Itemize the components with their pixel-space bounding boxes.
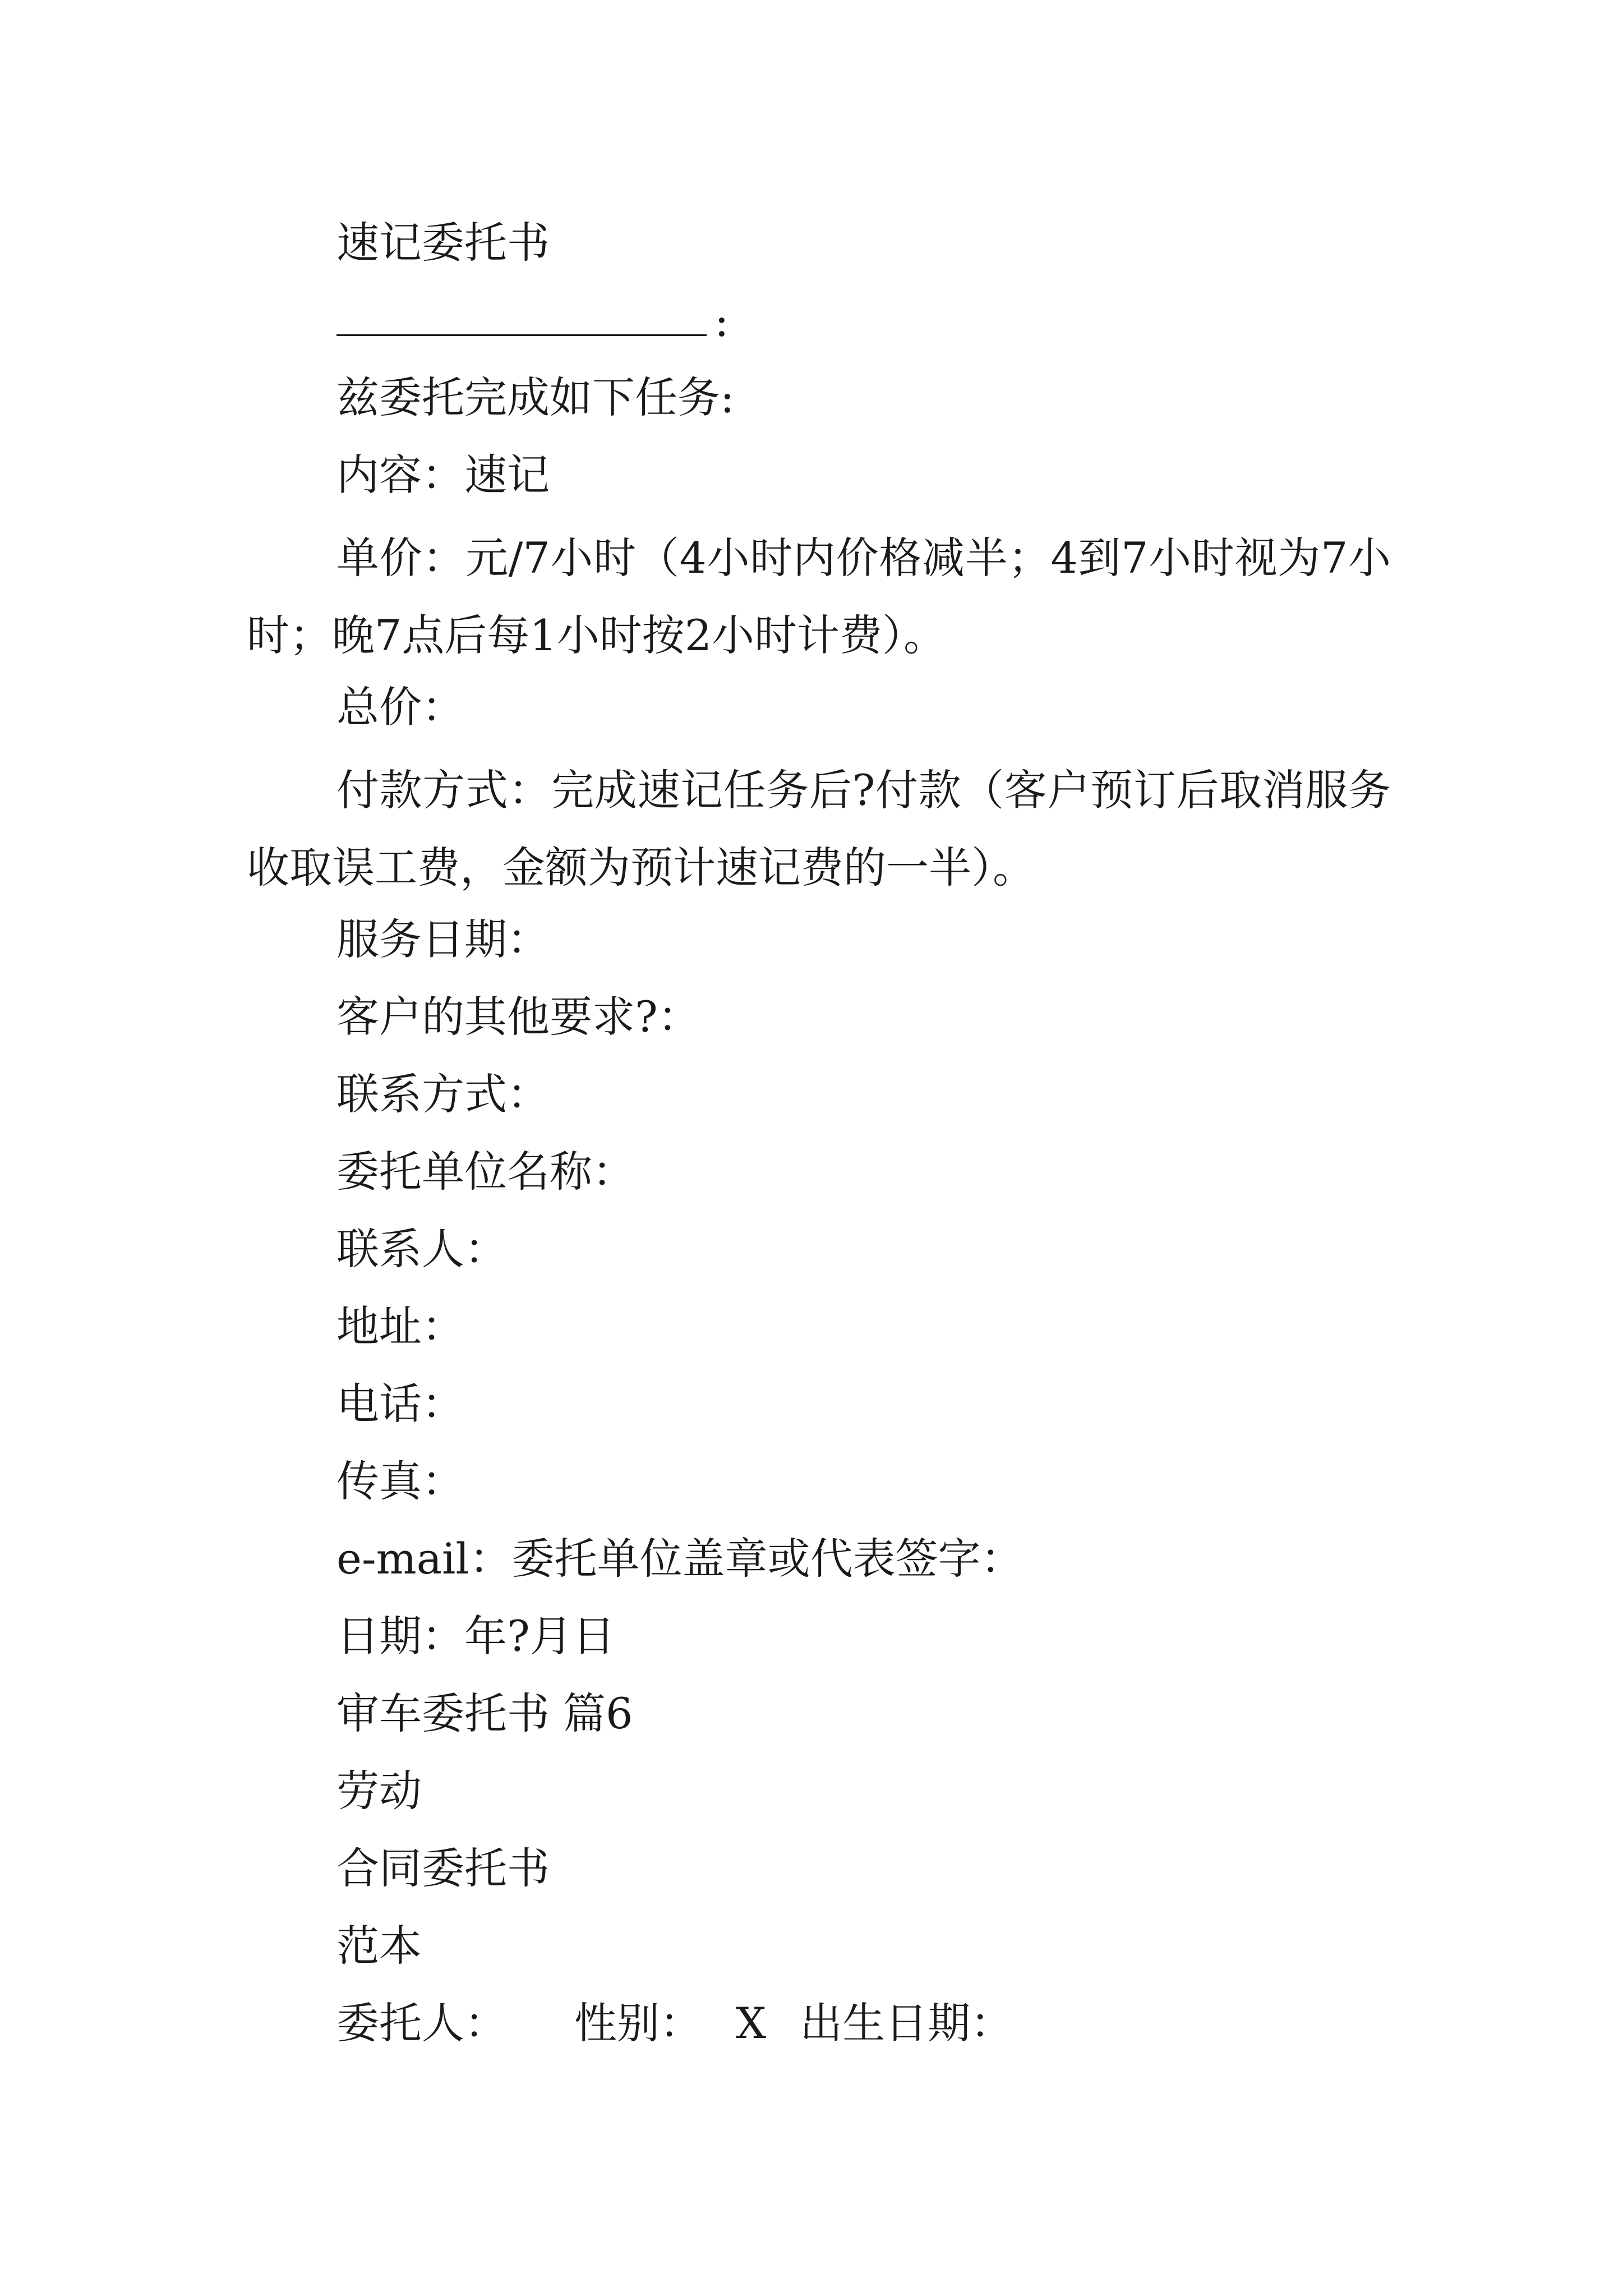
other-requirements-line: 客户的其他要求?：: [336, 992, 700, 1042]
intro-text: 兹委托完成如下任务:: [336, 372, 735, 422]
unit-price-paragraph: 单价：元/7小时（4小时内价格减半；4到7小时视为7小时；晚7点后每1小时按2小时计费）。: [247, 533, 1391, 660]
total-price-line: 总价：: [336, 682, 464, 732]
addressee-blank[interactable]: [336, 295, 707, 336]
date-line: 日期：年?月日: [336, 1611, 615, 1661]
client-unit-name-line: 委托单位名称：: [336, 1147, 635, 1197]
principal-label: 委托人：: [336, 1998, 507, 2048]
addressee-line: [336, 295, 729, 347]
content-line: 内容：速记: [336, 450, 550, 500]
template-line: 范本: [336, 1921, 422, 1971]
principal-info-line: [336, 1998, 1013, 2049]
gender-label: 性别：: [574, 1998, 702, 2048]
fax-line: 传真：: [336, 1456, 464, 1506]
contact-method-line: 联系方式：: [336, 1069, 550, 1119]
service-date-line: 服务日期：: [336, 914, 550, 964]
section-heading: 审车委托书 篇6: [336, 1688, 633, 1738]
document-title: 速记委托书: [336, 218, 550, 268]
address-line: 地址：: [336, 1301, 464, 1351]
email-signature-line: e-mail：委托单位盖章或代表签字：: [336, 1534, 1023, 1584]
contract-agency-line: 合同委托书: [336, 1843, 550, 1893]
phone-line: 电话：: [336, 1379, 464, 1429]
contact-person-line: 联系人：: [336, 1224, 507, 1274]
payment-paragraph: 付款方式：完成速记任务后?付款（客户预订后取消服务收取误工费，金额为预计速记费的一半）。: [247, 765, 1391, 892]
labor-line: 劳动: [336, 1766, 422, 1816]
gender-value: X: [736, 1998, 767, 2048]
birth-date-label: 出生日期：: [800, 1998, 1013, 2048]
addressee-colon: :: [714, 296, 729, 346]
